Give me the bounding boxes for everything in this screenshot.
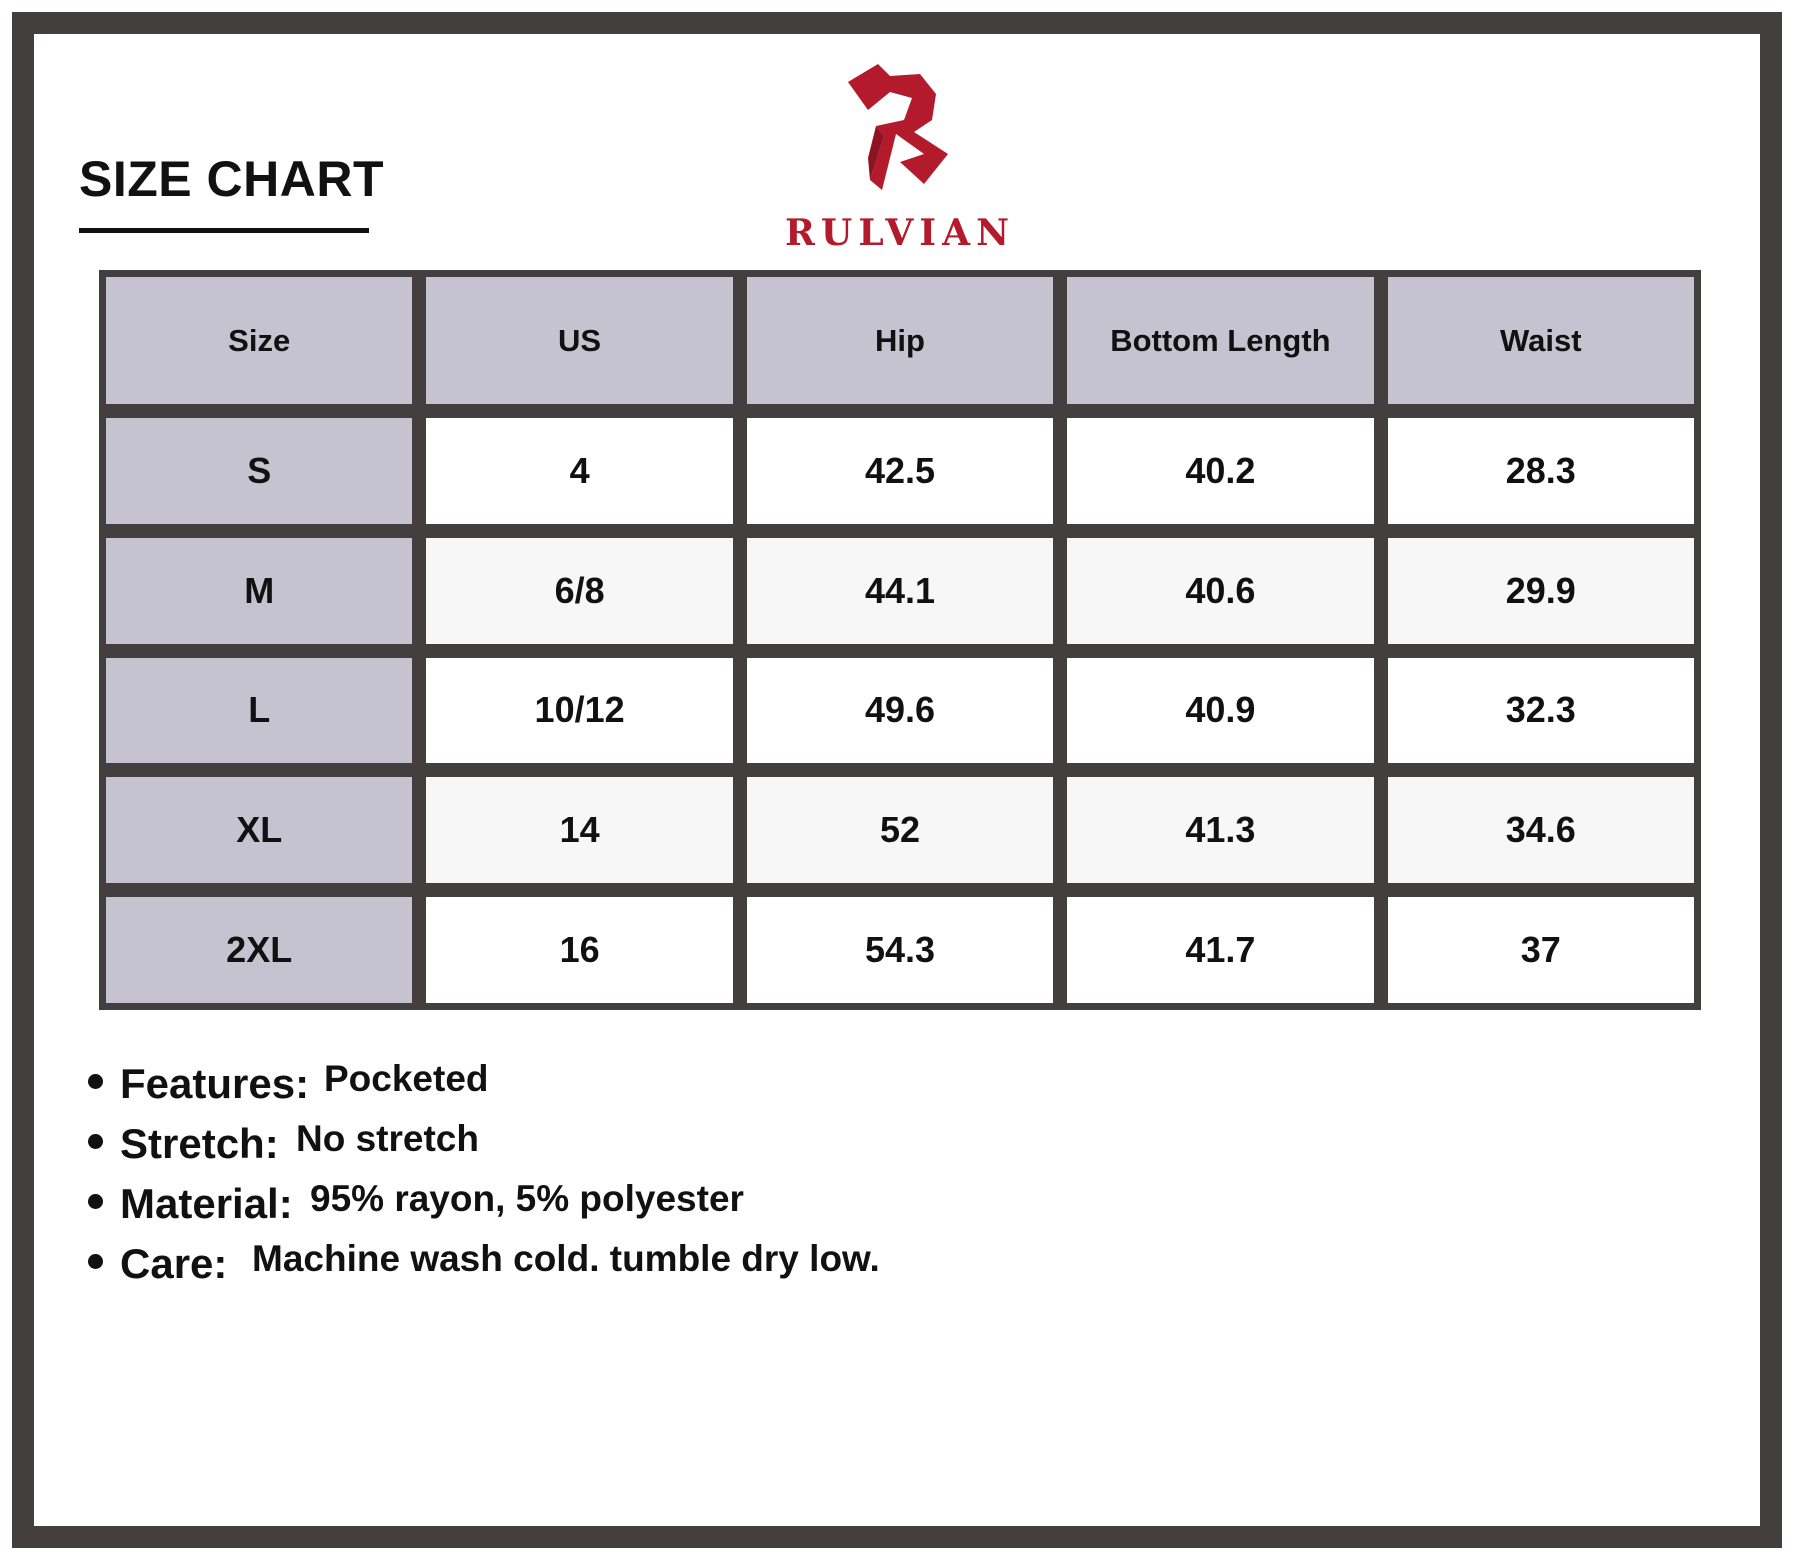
feature-value: Machine wash cold. tumble dry low. bbox=[252, 1238, 880, 1279]
table-cell: 4 bbox=[426, 418, 732, 524]
table-cell: 49.6 bbox=[747, 658, 1053, 764]
feature-label: Features: bbox=[120, 1060, 310, 1107]
table-row-size-label: XL bbox=[106, 777, 412, 883]
table-header-cell: Hip bbox=[747, 277, 1053, 404]
table-cell: 44.1 bbox=[747, 538, 1053, 644]
table-row-size-label: 2XL bbox=[106, 897, 412, 1003]
feature-value: No stretch bbox=[296, 1118, 479, 1159]
table-cell: 37 bbox=[1388, 897, 1694, 1003]
table-cell: 41.7 bbox=[1067, 897, 1373, 1003]
table-cell: 40.2 bbox=[1067, 418, 1373, 524]
table-row-size-label: S bbox=[106, 418, 412, 524]
bullet-icon bbox=[88, 1194, 103, 1209]
table-header-cell: Waist bbox=[1388, 277, 1694, 404]
table-cell: 41.3 bbox=[1067, 777, 1373, 883]
table-cell: 32.3 bbox=[1388, 658, 1694, 764]
feature-label: Material: bbox=[120, 1180, 293, 1227]
feature-value: 95% rayon, 5% polyester bbox=[310, 1178, 744, 1219]
table-cell: 40.6 bbox=[1067, 538, 1373, 644]
page-title: SIZE CHART bbox=[79, 151, 384, 207]
feature-label: Stretch: bbox=[120, 1120, 279, 1167]
table-header-cell: Bottom Length bbox=[1067, 277, 1373, 404]
table-header-cell: US bbox=[426, 277, 732, 404]
bullet-icon bbox=[88, 1254, 103, 1269]
table-cell: 6/8 bbox=[426, 538, 732, 644]
table-header-cell: Size bbox=[106, 277, 412, 404]
table-cell: 52 bbox=[747, 777, 1053, 883]
feature-label: Care: bbox=[120, 1240, 228, 1287]
bullet-icon bbox=[88, 1074, 103, 1089]
table-row-size-label: L bbox=[106, 658, 412, 764]
table-cell: 54.3 bbox=[747, 897, 1053, 1003]
table-row-size-label: M bbox=[106, 538, 412, 644]
table-cell: 10/12 bbox=[426, 658, 732, 764]
size-chart-table bbox=[99, 270, 1701, 1010]
rulvian-r-logo-icon bbox=[840, 62, 960, 202]
table-cell: 34.6 bbox=[1388, 777, 1694, 883]
feature-value: Pocketed bbox=[324, 1058, 489, 1099]
brand-name: RULVIAN bbox=[785, 212, 1015, 254]
brand-logo bbox=[780, 62, 1020, 252]
table-cell: 42.5 bbox=[747, 418, 1053, 524]
bullet-icon bbox=[88, 1134, 103, 1149]
table-cell: 28.3 bbox=[1388, 418, 1694, 524]
title-underline bbox=[79, 228, 369, 233]
table-cell: 14 bbox=[426, 777, 732, 883]
table-cell: 29.9 bbox=[1388, 538, 1694, 644]
table-cell: 40.9 bbox=[1067, 658, 1373, 764]
table-cell: 16 bbox=[426, 897, 732, 1003]
